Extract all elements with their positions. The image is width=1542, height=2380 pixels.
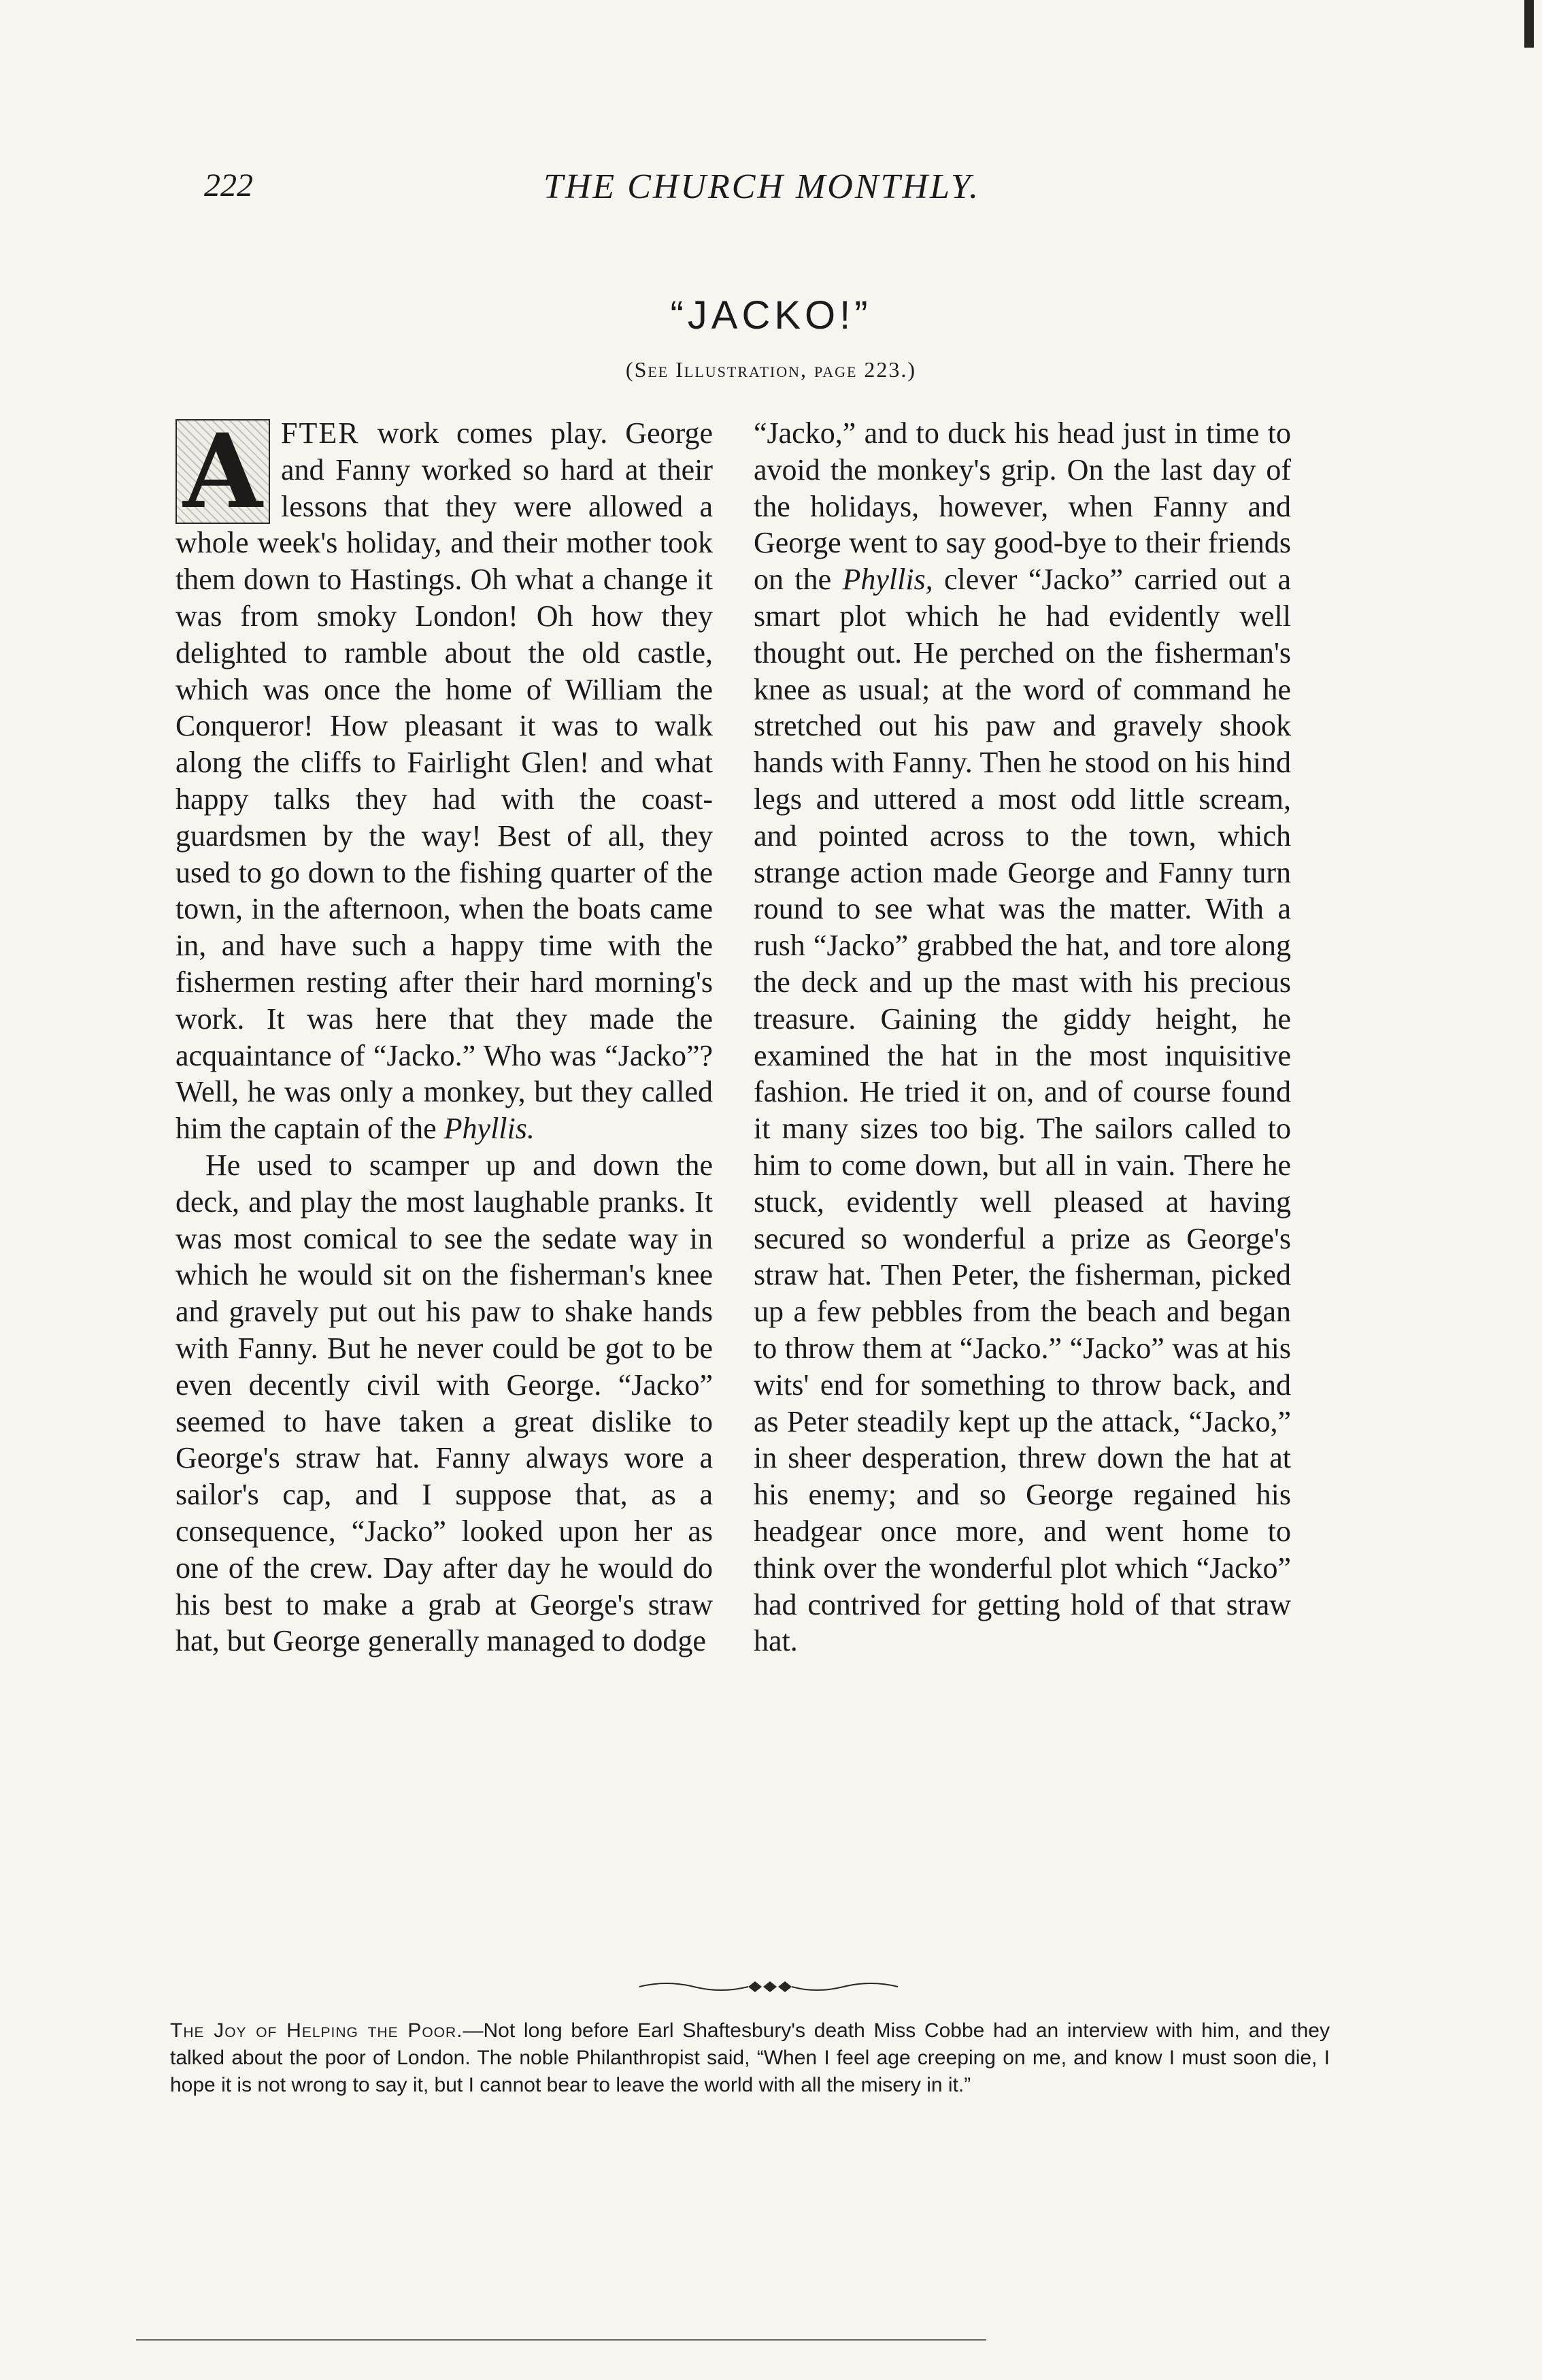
drop-cap: A — [175, 419, 270, 524]
right-paragraph-1-text-a: “Jacko,” and to duck his head just in time to avoid the monkey's grip. On the last day of the holidays, however, when Fanny and George went to say good-bye to their friends on the — [754, 416, 1291, 597]
left-paragraph-1-text: work comes play. George and Fanny worked so hard at their lessons that they were allowed a whole week's holiday, and their mother took them down to Hastings. Oh what a change it was from smoky London! Oh how they delighted to ramble about the old castle, which was once the home of William the Conqueror! How pleasant it was to walk along the cliffs to Fairlight Glen! and what happy talks they had with the coast-guardsmen by the way! Best of all, they used to go down to the fishing quarter of the town, in the afternoon, when the boats came in, and have such a happy time with the fishermen resting after their hard morning's work. It was here that they made the acquaintance of “Jacko.” Who was “Jacko”? Well, he was only a monkey, but they called him the captain of the — [175, 416, 713, 1146]
bottom-rule — [136, 2339, 986, 2341]
left-paragraph-2: He used to scamper up and down the deck, and play the most laughable pranks. It was most comical to see the sedate way in which he would sit on the fisherman's knee and gravely put out his paw to shake hands with Fanny. But he never could be got to be even decently civil with George. “Jacko” seemed to have taken a great dislike to George's straw hat. Fanny always wore a sailor's cap, and I suppose that, as a consequence, “Jacko” looked upon her as one of the crew. Day after day he would do his best to make a grab at George's straw hat, but George generally managed to dodge — [175, 1148, 713, 1658]
footnote-body: —Not long before Earl Shaftesbury's death Miss Cobbe had an interview with him, and they talked about the poor of London. The noble Philanthropist said, “When I feel age creeping on me, and know I must soon die, I hope it is not wrong to say it, but I cannot bear to leave the world with all the misery in it.” — [170, 2019, 1330, 2096]
footnote — [170, 2017, 1330, 2099]
right-paragraph-1-text-b: clever “Jacko” carried out a smart plot which he had evidently well thought out. He perched on the fisherman's knee as usual; at the word of command he stretched out his paw and gravely shook hands with Fanny. Then he stood on his hind legs and uttered a most odd little scream, and pointed across to the town, which strange action made George and Fanny turn round to see what was the matter. With a rush “Jacko” grabbed the hat, and tore along the deck and up the mast with his precious treasure. Gaining the giddy height, he examined the hat in the most inquisitive fashion. He tried it on, and of course found it many sizes too big. The sailors called to him to come down, but all in vain. There he stuck, evidently well pleased at having secured so wonderful a prize as George's straw hat. Then Peter, the fisherman, picked up a few pebbles from the beach and began to throw them at “Jacko.” “Jacko” was at his wits' end for something to throw back, and as Peter steadily kept up the attack, “Jacko,” in sheer desperation, threw down the hat at his enemy; and so George regained his headgear once more, and went home to think over the wonderful plot which “Jacko” had contrived for getting hold of that straw hat. — [754, 563, 1292, 1658]
ship-name: Phyllis. — [443, 1112, 535, 1146]
article-subtitle: (See Illustration, page 223.) — [625, 357, 917, 382]
ship-name-2: Phyllis, — [842, 563, 933, 597]
binding-edge — [1524, 0, 1534, 2380]
left-paragraph-1 — [175, 412, 713, 1147]
article-title: “JACKO!” — [670, 293, 872, 337]
right-paragraph-1 — [754, 415, 1291, 1659]
left-column — [175, 412, 713, 1659]
right-column — [754, 415, 1291, 1659]
page-header — [204, 167, 1360, 214]
page-number: 222 — [204, 167, 253, 203]
opening-word: FTER — [281, 416, 360, 450]
running-title: THE CHURCH MONTHLY. — [543, 167, 981, 206]
footnote-heading: The Joy of Helping the Poor. — [170, 2019, 463, 2042]
ornament-divider-icon — [612, 1977, 925, 1997]
